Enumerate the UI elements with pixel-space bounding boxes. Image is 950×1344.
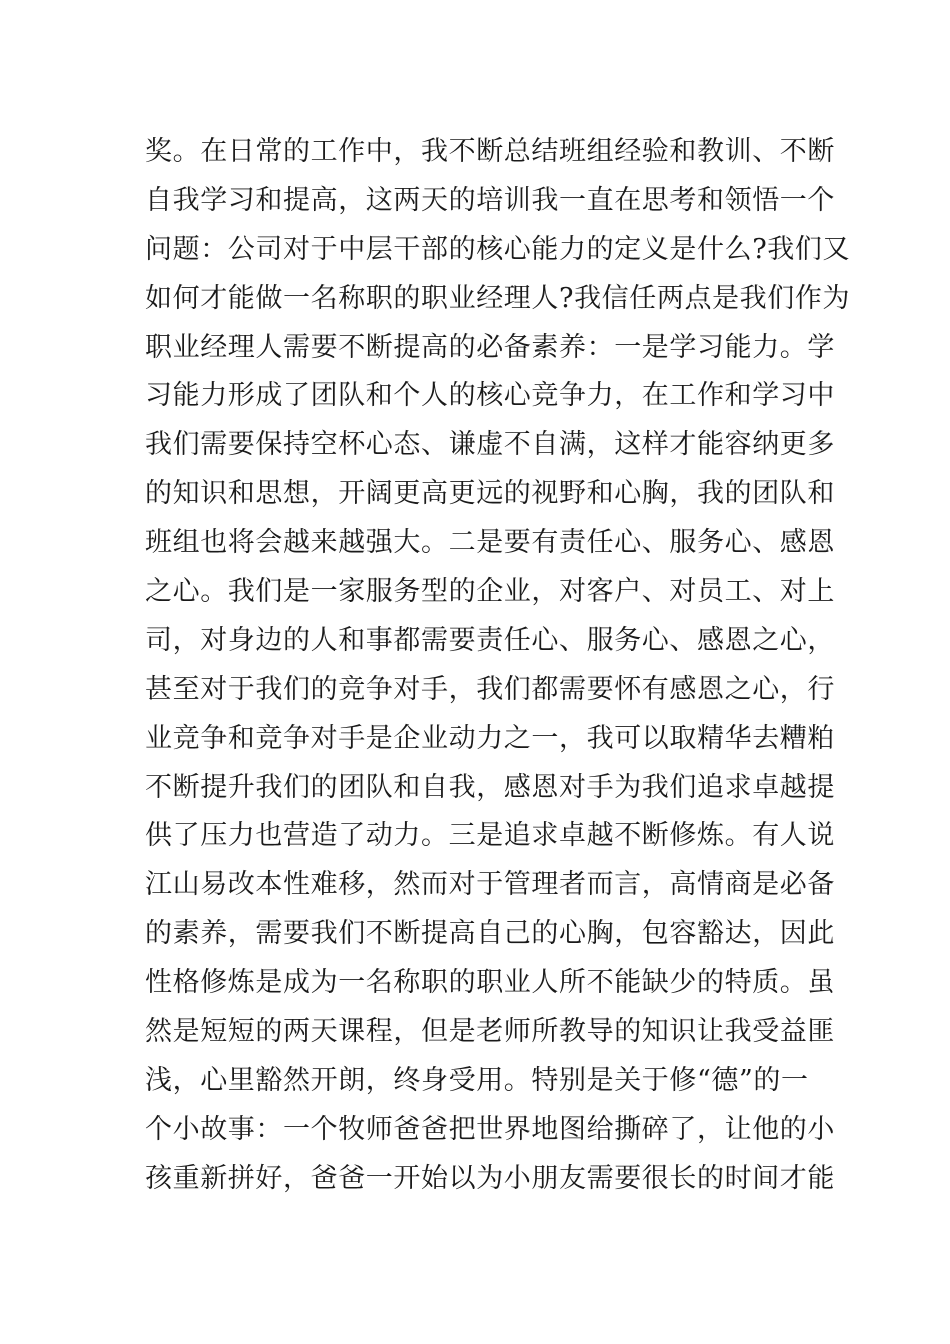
text-line: 的知识和思想，开阔更高更远的视野和心胸，我的团队和 (145, 478, 835, 510)
text-line: 我们需要保持空杯心态、谦虚不自满，这样才能容纳更多 (145, 429, 835, 461)
text-line: 如何才能做一名称职的职业经理人?我信任两点是我们作为 (145, 282, 851, 314)
text-line: 甚至对于我们的竞争对手，我们都需要怀有感恩之心，行 (145, 673, 835, 705)
text-line: 奖。在日常的工作中，我不断总结班组经验和教训、不断 (145, 136, 835, 167)
text-line: 业竞争和竞争对手是企业动力之一，我可以取精华去糟粕 (145, 722, 835, 754)
text-line: 班组也将会越来越强大。二是要有责任心、服务心、感恩 (145, 527, 835, 559)
text-line: 孩重新拼好，爸爸一开始以为小朋友需要很长的时间才能 (145, 1162, 835, 1194)
text-line: 然是短短的两天课程，但是老师所教导的知识让我受益匪 (145, 1016, 835, 1048)
text-line: 浅，心里豁然开朗，终身受用。特别是关于修“德”的一 (145, 1064, 809, 1096)
text-line: 江山易改本性难移，然而对于管理者而言，高情商是必备 (145, 869, 835, 901)
text-line: 不断提升我们的团队和自我，感恩对手为我们追求卓越提 (145, 771, 835, 803)
text-line: 问题：公司对于中层干部的核心能力的定义是什么?我们又 (145, 233, 851, 265)
text-line: 供了压力也营造了动力。三是追求卓越不断修炼。有人说 (145, 820, 835, 852)
text-line: 性格修炼是成为一名称职的职业人所不能缺少的特质。虽 (145, 967, 835, 999)
text-line: 的素养，需要我们不断提高自己的心胸，包容豁达，因此 (145, 918, 835, 950)
text-line: 个小故事：一个牧师爸爸把世界地图给撕碎了，让他的小 (145, 1113, 835, 1145)
text-line: 职业经理人需要不断提高的必备素养：一是学习能力。学 (145, 331, 835, 363)
text-line: 之心。我们是一家服务型的企业，对客户、对员工、对上 (145, 576, 835, 608)
text-line: 自我学习和提高，这两天的培训我一直在思考和领悟一个 (145, 184, 835, 216)
body-text (145, 128, 851, 1204)
text-line: 司，对身边的人和事都需要责任心、服务心、感恩之心， (145, 624, 835, 656)
text-line: 习能力形成了团队和个人的核心竞争力，在工作和学习中 (145, 380, 835, 412)
